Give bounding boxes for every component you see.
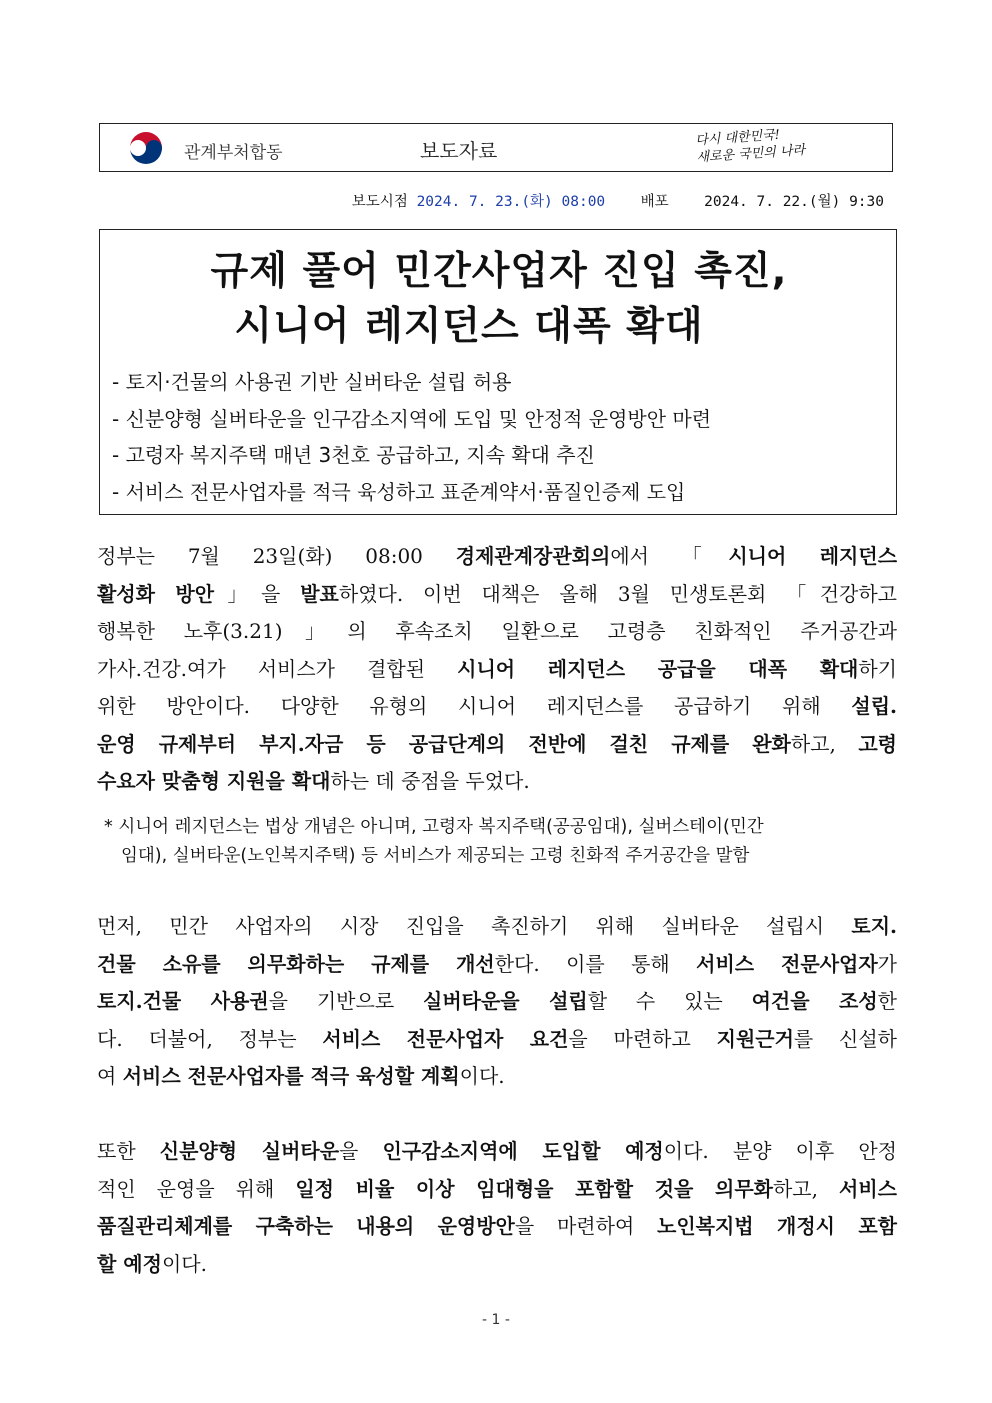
summary-bullet: - 토지·건물의 사용권 기반 실버타운 설립 허용 [112, 370, 512, 394]
paragraph-line: 할 예정이다. [97, 1251, 207, 1276]
headline-box [99, 229, 897, 515]
paragraph-line: 운영 규제부터 부지.자금 등 공급단계의 전반에 걸친 규제를 완화하고, 고령 [97, 731, 897, 756]
paragraph-line: 정부는 7월 23일(화) 08:00 경제관계장관회의에서 「시니어 레지던스 [97, 544, 898, 568]
paragraph-line: 여 서비스 전문사업자를 적극 육성할 계획이다. [97, 1064, 505, 1088]
embargo-label: 보도시점 [351, 194, 408, 210]
summary-bullet: - 고령자 복지주택 매년 3천호 공급하고, 지속 확대 추진 [112, 443, 595, 467]
page-number: - 1 - [482, 1312, 510, 1328]
paragraph-line: 위한 방안이다. 다양한 유형의 시니어 레지던스를 공급하기 위해 설립. [97, 694, 897, 718]
title-line-1: 규제 풀어 민간사업자 진입 촉진, [210, 249, 788, 294]
slogan-line-2: 새로운 국민의 나라 [696, 142, 806, 166]
paragraph-line: 행복한 노후(3.21)」의 후속조치 일환으로 고령층 친화적인 주거공간과 [97, 619, 897, 643]
summary-bullet: - 서비스 전문사업자를 적극 육성하고 표준계약서·품질인증제 도입 [112, 479, 686, 504]
paragraph-line: 다. 더불어, 정부는 서비스 전문사업자 요건을 마련하고 지원근거를 신설하 [97, 1026, 897, 1051]
paragraph-line: 수요자 맞춤형 지원을 확대하는 데 중점을 두었다. [97, 769, 530, 793]
footnote-line-1: * 시니어 레지던스는 법상 개념은 아니며, 고령자 복지주택(공공임대), 실버스테이(민간 [104, 817, 764, 837]
paragraph-line: 또한 신분양형 실버타운을 인구감소지역에 도입할 예정이다. 분양 이후 안정 [97, 1139, 897, 1163]
handwritten-slogan [695, 124, 827, 173]
embargo-value: 2024. 7. 23.(화) 08:00 [416, 194, 606, 210]
summary-bullet: - 신분양형 실버타운을 인구감소지역에 도입 및 안정적 운영방안 마련 [112, 406, 712, 431]
footnote [104, 813, 904, 871]
footnote-line-2: 임대), 실버타운(노인복지주택) 등 서비스가 제공되는 고령 친화적 주거공간을 말함 [121, 846, 750, 866]
header-box [99, 123, 893, 172]
paragraph-line: 활성화 방안」을 발표하였다. 이번 대책은 올해 3월 민생토론회 「건강하고 [97, 581, 897, 606]
body-paragraph-1 [97, 538, 897, 801]
slogan-line-1: 다시 대한민국! [694, 127, 781, 149]
body-paragraph-3 [97, 1133, 897, 1283]
paragraph-line: 가사.건강.여가 서비스가 결합된 시니어 레지던스 공급을 대폭 확대하기 [97, 656, 897, 681]
body-paragraph-2 [97, 908, 897, 1096]
paragraph-line: 품질관리체계를 구축하는 내용의 운영방안을 마련하여 노인복지법 개정시 포함 [97, 1214, 897, 1238]
release-info [352, 190, 884, 211]
document-type-label: 보도자료 [420, 139, 498, 163]
summary-bullets [112, 364, 711, 510]
korea-government-emblem-icon [126, 130, 166, 166]
paragraph-line: 토지.건물 사용권을 기반으로 실버타운을 설립할 수 있는 여건을 조성한 [97, 989, 897, 1013]
title-line-2: 시니어 레지던스 대폭 확대 [234, 304, 704, 349]
paragraph-line: 먼저, 민간 사업자의 시장 진입을 촉진하기 위해 실버타운 설립시 토지. [97, 914, 897, 938]
ministry-logo-text: 관계부처합동 [184, 143, 283, 163]
distribution-label: 배포 [640, 194, 669, 210]
headline-title [100, 244, 898, 354]
distribution-value: 2024. 7. 22.(월) 9:30 [704, 194, 884, 210]
paragraph-line: 건물 소유를 의무화하는 규제를 개선한다. 이를 통해 서비스 전문사업자가 [97, 951, 897, 976]
paragraph-line: 적인 운영을 위해 일정 비율 이상 임대형을 포함할 것을 의무화하고, 서비스 [97, 1176, 897, 1201]
